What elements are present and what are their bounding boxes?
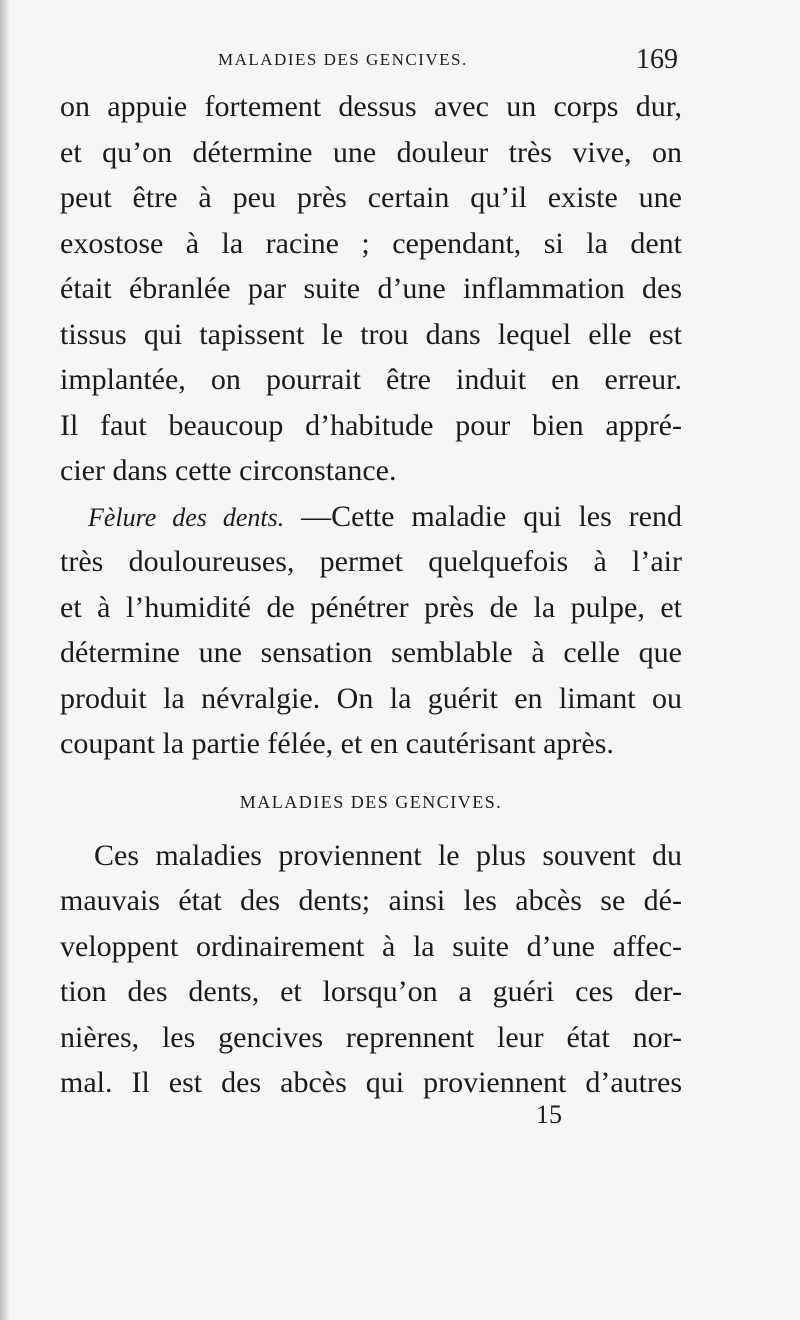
- page-gutter-shadow: [0, 0, 10, 1320]
- text-line: veloppent ordinairement à la suite d’une affec-: [60, 929, 682, 963]
- text-line: cier dans cette circonstance.: [60, 454, 397, 487]
- text-line: implantée, on pourrait être induit en erreur.: [60, 363, 682, 396]
- running-head: [60, 44, 680, 80]
- text-line: Ces maladies proviennent le plus souvent du: [94, 838, 682, 872]
- section-heading: MALADIES DES GENCIVES.: [239, 791, 503, 812]
- paragraph-lead-line: [60, 494, 682, 540]
- paragraph-lead: Fèlure des dents.: [88, 502, 285, 532]
- text-line: exostose à la racine ; cependant, si la dent: [60, 226, 682, 260]
- text-line: très douloureuses, permet quelquefois à l’air: [60, 545, 682, 578]
- text-line: détermine une sensation semblable à celle que: [60, 636, 682, 669]
- text-line: tion des dents, et lorsqu’on a guéri ces der-: [60, 975, 682, 1008]
- text-line: peut être à peu près certain qu’il existe une: [60, 181, 682, 214]
- text-line: et à l’humidité de pénétrer près de la pulpe, et: [60, 590, 682, 624]
- text-line: Il faut beaucoup d’habitude pour bien appré-: [60, 408, 682, 442]
- text-line: coupant la partie félée, et en cautérisant après.: [60, 727, 614, 760]
- text-line: mal. Il est des abcès qui proviennent d’autres: [60, 1066, 682, 1099]
- signature-mark: 15: [536, 1100, 562, 1129]
- text-line: mauvais état des dents; ainsi les abcès se dé-: [60, 884, 682, 917]
- page-number: 169: [636, 44, 678, 75]
- paragraph-lead-rest: —Cette maladie qui les rend: [284, 499, 682, 533]
- body-text: [60, 84, 682, 1106]
- text-line: tissus qui tapissent le trou dans lequel elle est: [60, 317, 682, 351]
- text-line: on appuie fortement dessus avec un corps dur,: [60, 90, 682, 123]
- text-line: était ébranlée par suite d’une inflammation des: [60, 272, 682, 305]
- text-line: nières, les gencives reprennent leur état nor-: [60, 1020, 682, 1054]
- running-title: MALADIES DES GENCIVES.: [218, 50, 468, 69]
- text-line: produit la névralgie. On la guérit en limant ou: [60, 681, 682, 715]
- text-line: et qu’on détermine une douleur très vive, on: [60, 135, 682, 169]
